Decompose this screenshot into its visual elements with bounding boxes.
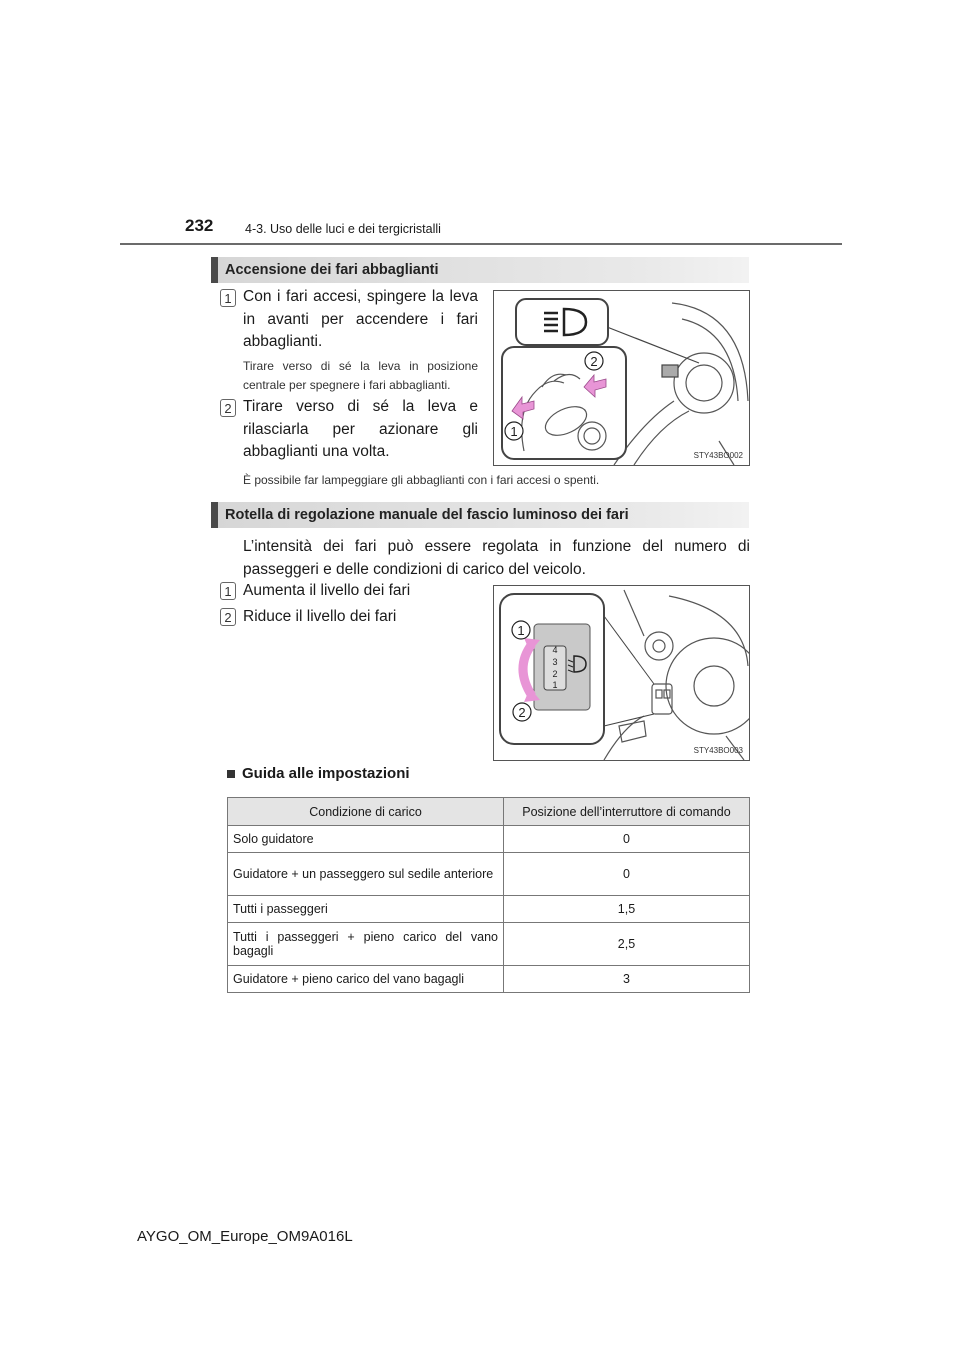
table-row xyxy=(228,853,750,896)
table-cell: 0 xyxy=(504,853,750,896)
table-cell: Solo guidatore xyxy=(228,826,504,853)
section-title: Accensione dei fari abbaglianti xyxy=(225,262,439,278)
dial-illustration xyxy=(494,586,749,760)
item-2-text: Riduce il livello dei fari xyxy=(243,608,397,625)
table-cell: Guidatore + pieno carico del vano bagagli xyxy=(228,966,504,993)
table-cell: 3 xyxy=(504,966,750,993)
figure-caption: STY43BO002 xyxy=(693,451,743,460)
settings-table xyxy=(227,797,750,993)
step-1-text: Con i fari accesi, spingere la leva in avanti per accendere i fari abbaglianti. xyxy=(243,288,478,350)
lever-illustration xyxy=(494,291,749,465)
document-id: AYGO_OM_Europe_OM9A016L xyxy=(137,1228,353,1245)
bullet-square-icon xyxy=(227,770,235,778)
high-beam-lever-figure xyxy=(493,290,750,466)
svg-text:3: 3 xyxy=(552,657,558,667)
item-number-2: 2 xyxy=(220,608,236,626)
callout-2 xyxy=(513,703,531,721)
heading-accent-bar xyxy=(211,502,218,528)
table-row xyxy=(228,923,750,966)
svg-text:1: 1 xyxy=(517,623,525,638)
page-number: 232 xyxy=(185,216,214,235)
figure-caption: STY43BO003 xyxy=(693,746,743,755)
table-cell: 0 xyxy=(504,826,750,853)
header-rule xyxy=(120,243,842,245)
item-1-text: Aumenta il livello dei fari xyxy=(243,582,411,599)
step-1-note: Tirare verso di sé la leva in posizione centrale per spegnere i fari abbaglianti. xyxy=(243,359,478,392)
section-heading-leveling-dial xyxy=(211,502,749,528)
section-heading-high-beam xyxy=(211,257,749,283)
step-number-1: 1 xyxy=(220,289,236,307)
svg-text:2: 2 xyxy=(590,354,598,369)
table-header-row xyxy=(228,798,750,826)
leveling-intro: L’intensità dei fari può essere regolata in funzione del numero di passeggeri e delle condizioni di carico del veicolo. xyxy=(243,538,750,578)
callout-1 xyxy=(505,422,523,440)
section-path: 4-3. Uso delle luci e dei tergicristalli xyxy=(245,222,441,236)
callout-2 xyxy=(585,352,603,370)
step-2-text: Tirare verso di sé la leva e rilasciarla per azionare gli abbaglianti una volta. xyxy=(243,398,478,460)
item-number-1: 1 xyxy=(220,582,236,600)
section-title: Rotella di regolazione manuale del fascio luminoso dei fari xyxy=(225,507,629,523)
table-row xyxy=(228,896,750,923)
table-row xyxy=(228,966,750,993)
column-header: Condizione di carico xyxy=(228,798,504,826)
svg-text:1: 1 xyxy=(552,680,558,690)
flash-note: È possibile far lampeggiare gli abbaglianti con i fari accesi o spenti. xyxy=(243,473,600,487)
svg-text:4: 4 xyxy=(552,645,558,655)
step-number-2: 2 xyxy=(220,399,236,417)
callout-1 xyxy=(512,621,530,639)
column-header: Posizione dell’interruttore di comando xyxy=(504,798,750,826)
table-cell: 1,5 xyxy=(504,896,750,923)
svg-text:1: 1 xyxy=(510,424,518,439)
table-cell: Guidatore + un passeggero sul sedile anteriore xyxy=(228,853,504,896)
leveling-dial-figure xyxy=(493,585,750,761)
guide-title: Guida alle impostazioni xyxy=(242,765,410,782)
heading-accent-bar xyxy=(211,257,218,283)
table-cell: 2,5 xyxy=(504,923,750,966)
svg-text:2: 2 xyxy=(552,669,558,679)
svg-text:2: 2 xyxy=(518,705,526,720)
high-beam-icon xyxy=(516,299,608,345)
table-row xyxy=(228,826,750,853)
table-cell: Tutti i passeggeri + pieno carico del vano bagagli xyxy=(228,923,504,966)
table-cell: Tutti i passeggeri xyxy=(228,896,504,923)
